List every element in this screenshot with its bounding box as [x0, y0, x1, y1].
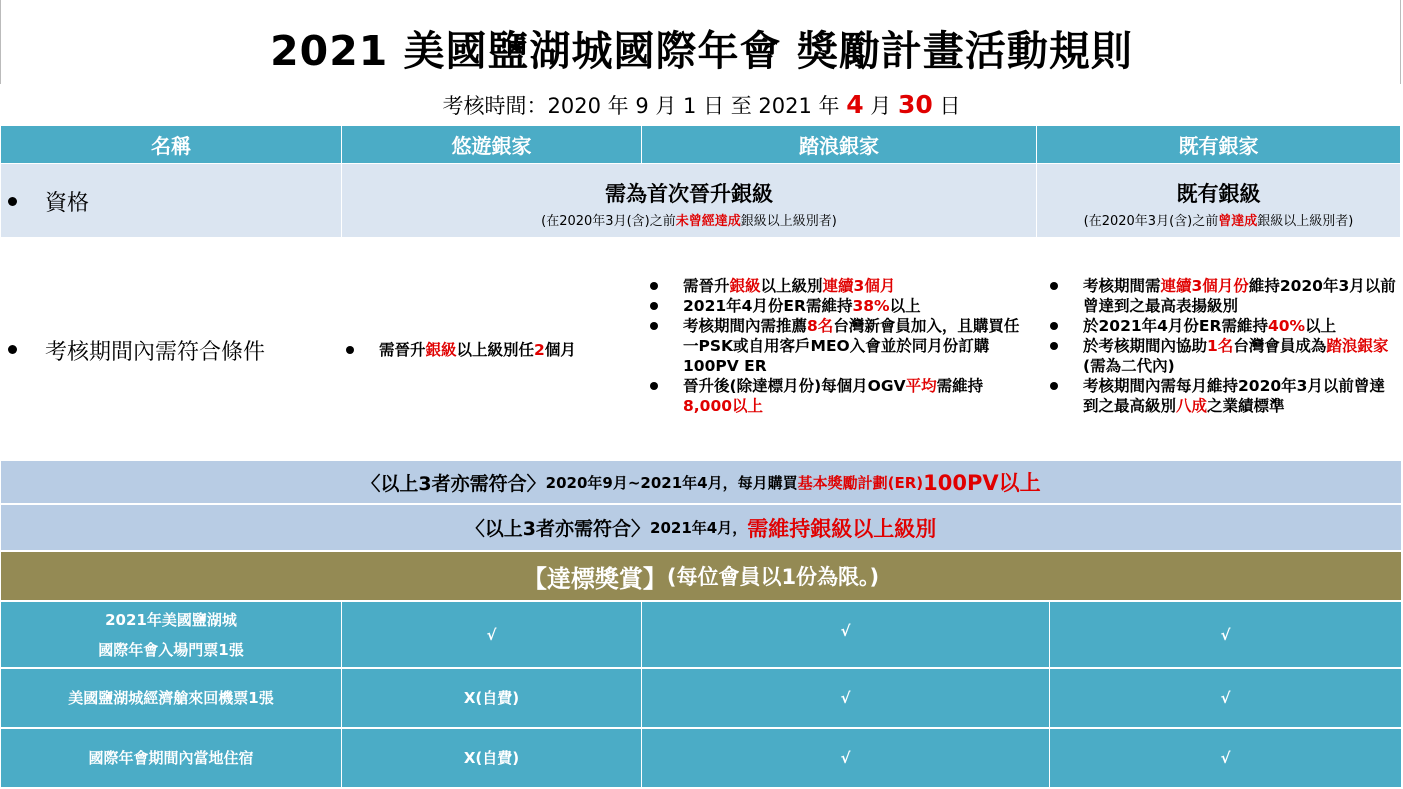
- list-item: 需晉升銀級以上級別任2個月: [340, 340, 640, 360]
- qualification-new-sub: (在2020年3月(含)之前未曾經達成銀級以上級別者): [541, 214, 837, 229]
- reward-name-flight: 美國鹽湖城經濟艙來回機票1張: [1, 669, 341, 727]
- page-title: 2021 美國鹽湖城國際年會 獎勵計畫活動規則: [270, 27, 1133, 75]
- qualification-new-cell: [342, 164, 1036, 237]
- reward-cell: √: [1050, 669, 1401, 727]
- list-item: 需晉升銀級以上級別連續3個月: [644, 276, 1032, 296]
- list-item: 考核期間需連續3個月份維持2020年3月以前曾達到之最高表揚級別: [1044, 276, 1398, 316]
- col-header-talang: 踏浪銀家: [642, 126, 1036, 163]
- list-item: 於考核期間內協助1名台灣會員成為踏浪銀家(需為二代內): [1044, 336, 1398, 376]
- qualification-existing-cell: [1037, 164, 1400, 237]
- reward-cell: √: [642, 729, 1049, 787]
- qualification-label: 資格: [45, 191, 90, 216]
- reward-cell: √: [1050, 602, 1401, 667]
- col-header-youyou: 悠遊銀家: [342, 126, 641, 163]
- reward-cell: X(自費): [342, 669, 641, 727]
- period-month: 4: [846, 90, 864, 119]
- conditions-talang-list: [644, 276, 1032, 416]
- col-header-name: 名稱: [1, 126, 341, 163]
- reward-cell: √: [642, 602, 1049, 667]
- qualification-existing-sub: (在2020年3月(含)之前曾達成銀級以上級別者): [1083, 214, 1354, 229]
- reward-cell: X(自費): [342, 729, 641, 787]
- bullet-icon: [8, 345, 17, 354]
- qualification-new-main: 需為首次晉升銀級: [605, 182, 773, 206]
- requirement-band-pv: 〈以上3者亦需符合〉 2020年9月~2021年4月，每月購買 基本獎勵計劃(ER) 100PV以上: [1, 461, 1401, 503]
- conditions-youyou-list: [340, 340, 640, 360]
- conditions-label: 考核期間內需符合條件: [45, 340, 266, 365]
- bullet-icon: [8, 197, 17, 206]
- reward-name-lodging: 國際年會期間內當地住宿: [1, 729, 341, 787]
- reward-name-ticket: 2021年美國鹽湖城 國際年會入場門票1張: [1, 602, 341, 667]
- reward-header: 【達標獎賞】 (每位會員以1份為限。): [1, 552, 1401, 600]
- qualification-existing-main: 既有銀級: [1176, 182, 1261, 206]
- conditions-existing-list: [1044, 276, 1398, 416]
- period-day: 30: [897, 90, 933, 119]
- reward-cell: √: [1050, 729, 1401, 787]
- assessment-period: 考核時間：2020 年 9 月 1 日 至 2021 年 4 月 30 日: [442, 90, 961, 119]
- reward-cell: √: [342, 602, 641, 667]
- list-item: 考核期間內需每月維持2020年3月以前曾達到之最高級別八成之業績標準: [1044, 376, 1398, 416]
- list-item: 晉升後(除達標月份)每個月OGV平均需維持8,000以上: [644, 376, 1032, 416]
- list-item: 考核期間內需推薦8名台灣新會員加入，且購買任一PSK或自用客戶MEO入會並於同月份訂購100PV ER: [644, 316, 1032, 376]
- col-header-existing: 既有銀家: [1037, 126, 1400, 163]
- list-item: 於2021年4月份ER需維持40%以上: [1044, 316, 1398, 336]
- conditions-row: [1, 238, 1401, 459]
- qualification-label-cell: [1, 164, 341, 237]
- requirement-band-level: 〈以上3者亦需符合〉 2021年4月， 需維持銀級以上級別: [1, 505, 1401, 550]
- list-item: 2021年4月份ER需維持38%以上: [644, 296, 1032, 316]
- reward-cell: √: [642, 669, 1049, 727]
